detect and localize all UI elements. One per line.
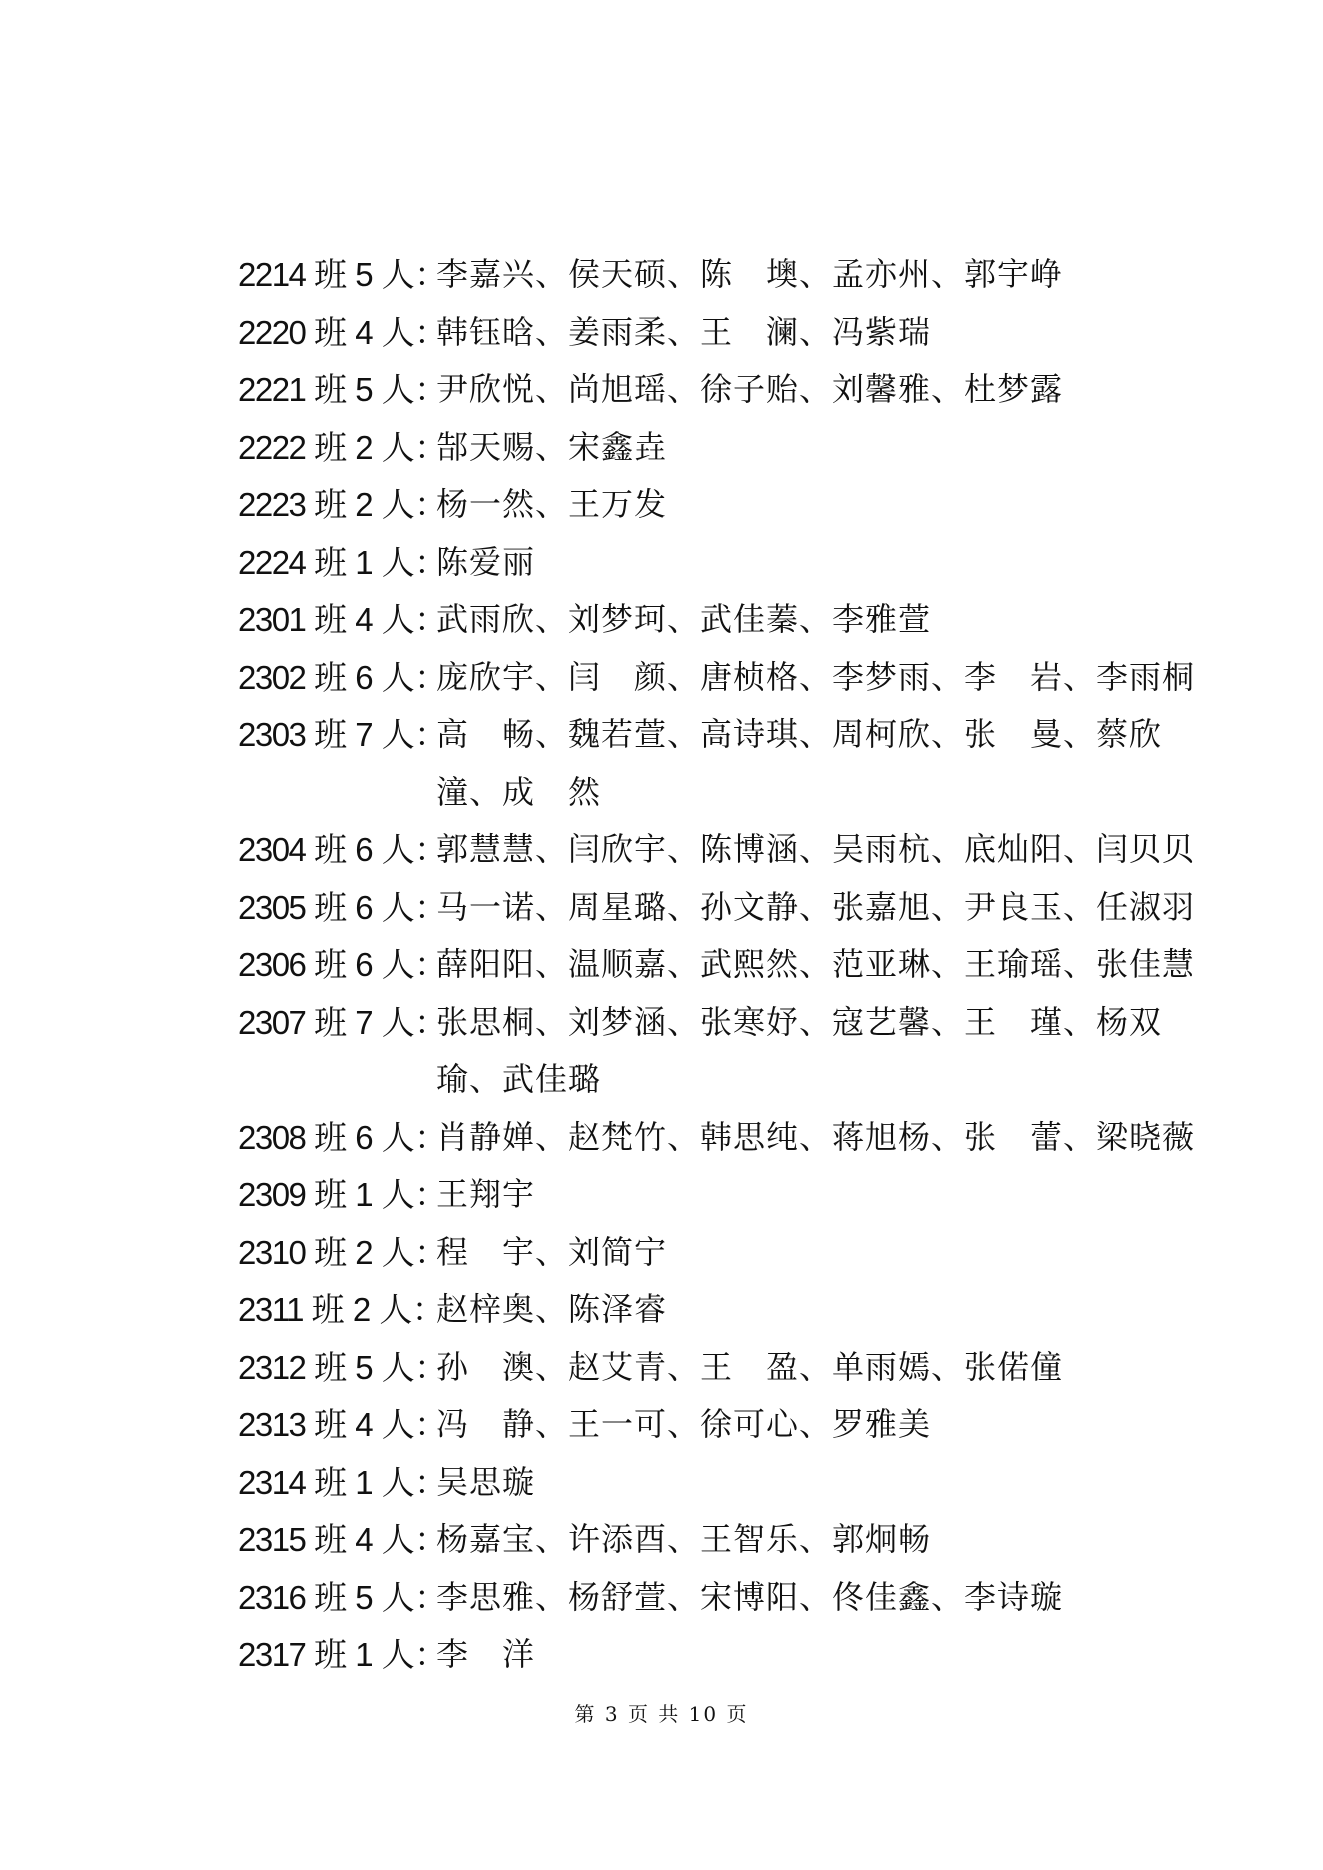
count-suffix: 人：: [381, 716, 447, 753]
student-names: 程 宇、刘简宁: [436, 1232, 668, 1271]
class-entry: [238, 1166, 1238, 1224]
class-label: [238, 419, 447, 477]
class-entry: [238, 304, 1238, 362]
class-label: [238, 591, 447, 649]
class-number: 2302: [238, 658, 306, 696]
class-label: [238, 534, 447, 592]
class-entry: [238, 246, 1238, 304]
student-count: 6: [355, 888, 374, 926]
class-number: 2303: [238, 716, 306, 753]
count-suffix: 人：: [381, 371, 447, 408]
class-number: 2310: [238, 1233, 306, 1271]
count-suffix: 人：: [381, 601, 447, 638]
count-suffix: 人：: [381, 1118, 447, 1156]
class-suffix: 班: [311, 1291, 345, 1328]
student-names: 肖静婵、赵梵竹、韩思纯、蒋旭杨、张 蕾、梁晓薇: [436, 1117, 1196, 1156]
class-entry: [238, 419, 1238, 477]
class-suffix: 班: [314, 1233, 347, 1271]
count-suffix: 人：: [381, 486, 447, 523]
student-names: 尹欣悦、尚旭瑶、徐子贻、刘馨雅、杜梦露: [436, 370, 1064, 408]
student-names: 杨一然、王万发: [436, 485, 668, 523]
class-suffix: 班: [314, 1348, 347, 1386]
student-count: 5: [355, 256, 374, 293]
class-label: [238, 821, 447, 879]
student-count: 6: [355, 831, 374, 868]
class-suffix: 班: [314, 831, 347, 868]
count-suffix: 人：: [381, 428, 447, 466]
class-label: [238, 1626, 447, 1684]
student-names: 李 洋: [436, 1635, 536, 1673]
count-suffix: 人：: [381, 831, 447, 868]
count-suffix: 人：: [381, 1406, 447, 1443]
student-count: 6: [355, 946, 374, 983]
class-label: [238, 1454, 447, 1512]
student-names: 郜天赐、宋鑫垚: [436, 427, 668, 466]
student-count: 5: [355, 1578, 374, 1616]
count-suffix: 人：: [381, 946, 447, 983]
class-entry: [238, 1109, 1238, 1167]
class-label: [238, 1109, 447, 1167]
class-label: [238, 304, 447, 362]
class-suffix: 班: [314, 371, 347, 408]
count-suffix: 人：: [381, 1233, 447, 1271]
count-suffix: 人：: [381, 1578, 447, 1616]
student-names: 高 畅、魏若萱、高诗琪、周柯欣、张 曼、蔡欣潼、成 然: [436, 715, 1163, 811]
class-entry: [238, 1454, 1238, 1512]
class-number: 2316: [238, 1578, 306, 1616]
class-entry: [238, 706, 1238, 821]
class-entry: [238, 879, 1238, 937]
class-number: 2301: [238, 601, 306, 638]
class-number: 2317: [238, 1636, 306, 1673]
class-label: [238, 1339, 447, 1397]
student-names: 吴思璇: [436, 1462, 536, 1501]
student-count: 7: [355, 716, 374, 753]
class-entry: [238, 936, 1238, 994]
student-count: 7: [355, 1003, 374, 1041]
class-suffix: 班: [314, 256, 347, 293]
class-label: [238, 246, 447, 304]
student-names: 李思雅、杨舒萱、宋博阳、佟佳鑫、李诗璇: [436, 1577, 1064, 1616]
class-label: [238, 1224, 447, 1282]
class-entry: [238, 476, 1238, 534]
page-footer: 第 3 页 共 10 页: [574, 1702, 749, 1726]
class-suffix: 班: [314, 1463, 347, 1501]
class-label: [238, 879, 447, 937]
student-names: 韩钰晗、姜雨柔、王 澜、冯紫瑞: [436, 312, 932, 351]
student-names: 杨嘉宝、许添酉、王智乐、郭炯畅: [436, 1520, 932, 1558]
class-label: [238, 476, 447, 534]
class-label: [238, 649, 447, 707]
count-suffix: 人：: [381, 543, 447, 581]
class-suffix: 班: [314, 1406, 347, 1443]
class-number: 2308: [238, 1118, 306, 1156]
student-names: 冯 静、王一可、徐可心、罗雅美: [436, 1405, 932, 1443]
class-number: 2221: [238, 371, 306, 408]
class-label: [238, 1281, 445, 1339]
student-count: 1: [355, 1636, 374, 1673]
class-number: 2314: [238, 1463, 306, 1501]
count-suffix: 人：: [381, 1521, 447, 1558]
class-suffix: 班: [314, 313, 347, 351]
class-number: 2313: [238, 1406, 306, 1443]
class-entry: [238, 994, 1238, 1109]
student-names: 庞欣宇、闫 颜、唐桢格、李梦雨、李 岩、李雨桐: [436, 657, 1196, 696]
class-suffix: 班: [314, 1521, 347, 1558]
count-suffix: 人：: [381, 888, 447, 926]
class-number: 2304: [238, 831, 306, 868]
class-number: 2223: [238, 486, 306, 523]
count-suffix: 人：: [379, 1291, 445, 1328]
class-label: [238, 994, 447, 1052]
student-count: 4: [355, 1521, 374, 1558]
class-number: 2224: [238, 543, 306, 581]
student-count: 4: [355, 1406, 374, 1443]
class-number: 2220: [238, 313, 306, 351]
class-entry: [238, 1281, 1238, 1339]
count-suffix: 人：: [381, 1176, 447, 1213]
student-count: 5: [355, 371, 374, 408]
student-names: 赵梓奥、陈泽睿: [436, 1290, 668, 1328]
student-count: 6: [355, 1118, 374, 1156]
count-suffix: 人：: [381, 256, 447, 293]
student-names: 郭慧慧、闫欣宇、陈博涵、吴雨杭、底灿阳、闫贝贝: [436, 830, 1196, 868]
count-suffix: 人：: [381, 1636, 447, 1673]
class-suffix: 班: [314, 1578, 347, 1616]
class-entry: [238, 1569, 1238, 1627]
class-suffix: 班: [314, 1176, 347, 1213]
count-suffix: 人：: [381, 658, 447, 696]
class-entry: [238, 1511, 1238, 1569]
student-names: 陈爱丽: [436, 542, 536, 581]
class-suffix: 班: [314, 601, 347, 638]
class-number: 2307: [238, 1003, 306, 1041]
class-suffix: 班: [314, 888, 347, 926]
student-names: 王翔宇: [436, 1175, 536, 1213]
class-suffix: 班: [314, 946, 347, 983]
class-number: 2305: [238, 888, 306, 926]
student-count: 4: [355, 313, 374, 351]
class-suffix: 班: [314, 428, 347, 466]
class-label: [238, 361, 447, 419]
class-entry: [238, 649, 1238, 707]
class-entry: [238, 1224, 1238, 1282]
count-suffix: 人：: [381, 313, 447, 351]
student-count: 1: [355, 543, 374, 581]
student-names: 薛阳阳、温顺嘉、武熙然、范亚琳、王瑜瑶、张佳慧: [436, 945, 1196, 983]
class-label: [238, 1396, 447, 1454]
class-label: [238, 936, 447, 994]
student-names: 武雨欣、刘梦珂、武佳蓁、李雅萱: [436, 600, 932, 638]
student-count: 5: [355, 1348, 374, 1386]
count-suffix: 人：: [381, 1463, 447, 1501]
class-entry: [238, 534, 1238, 592]
class-suffix: 班: [314, 658, 347, 696]
student-count: 2: [355, 1233, 374, 1271]
class-number: 2306: [238, 946, 306, 983]
student-names: 李嘉兴、侯天硕、陈 墺、孟亦州、郭宇峥: [436, 255, 1064, 293]
student-names: 孙 澳、赵艾青、王 盈、单雨嫣、张偌僮: [436, 1347, 1064, 1386]
class-entry: [238, 361, 1238, 419]
class-suffix: 班: [314, 716, 347, 753]
class-suffix: 班: [314, 486, 347, 523]
student-count: 1: [355, 1176, 374, 1213]
class-entry: [238, 821, 1238, 879]
student-count: 4: [355, 601, 374, 638]
class-suffix: 班: [314, 1003, 347, 1041]
student-names: 张思桐、刘梦涵、张寒妤、寇艺馨、王 瑾、杨双瑜、武佳璐: [436, 1002, 1163, 1098]
student-count: 2: [355, 428, 374, 466]
class-number: 2222: [238, 428, 306, 466]
class-number: 2309: [238, 1176, 306, 1213]
class-entry: [238, 1396, 1238, 1454]
class-number: 2214: [238, 256, 306, 293]
class-label: [238, 706, 447, 764]
class-entry: [238, 1626, 1238, 1684]
class-number: 2311: [238, 1291, 303, 1328]
class-list: [238, 246, 1238, 1684]
student-count: 1: [355, 1463, 374, 1501]
class-number: 2312: [238, 1348, 306, 1386]
student-count: 2: [352, 1291, 371, 1328]
class-entry: [238, 591, 1238, 649]
class-suffix: 班: [314, 1636, 347, 1673]
class-label: [238, 1511, 447, 1569]
class-suffix: 班: [314, 543, 347, 581]
class-number: 2315: [238, 1521, 306, 1558]
count-suffix: 人：: [381, 1003, 447, 1041]
count-suffix: 人：: [381, 1348, 447, 1386]
class-label: [238, 1569, 447, 1627]
student-names: 马一诺、周星璐、孙文静、张嘉旭、尹良玉、任淑羽: [436, 887, 1196, 926]
class-suffix: 班: [314, 1118, 347, 1156]
class-entry: [238, 1339, 1238, 1397]
class-label: [238, 1166, 447, 1224]
student-count: 2: [355, 486, 374, 523]
student-count: 6: [355, 658, 374, 696]
